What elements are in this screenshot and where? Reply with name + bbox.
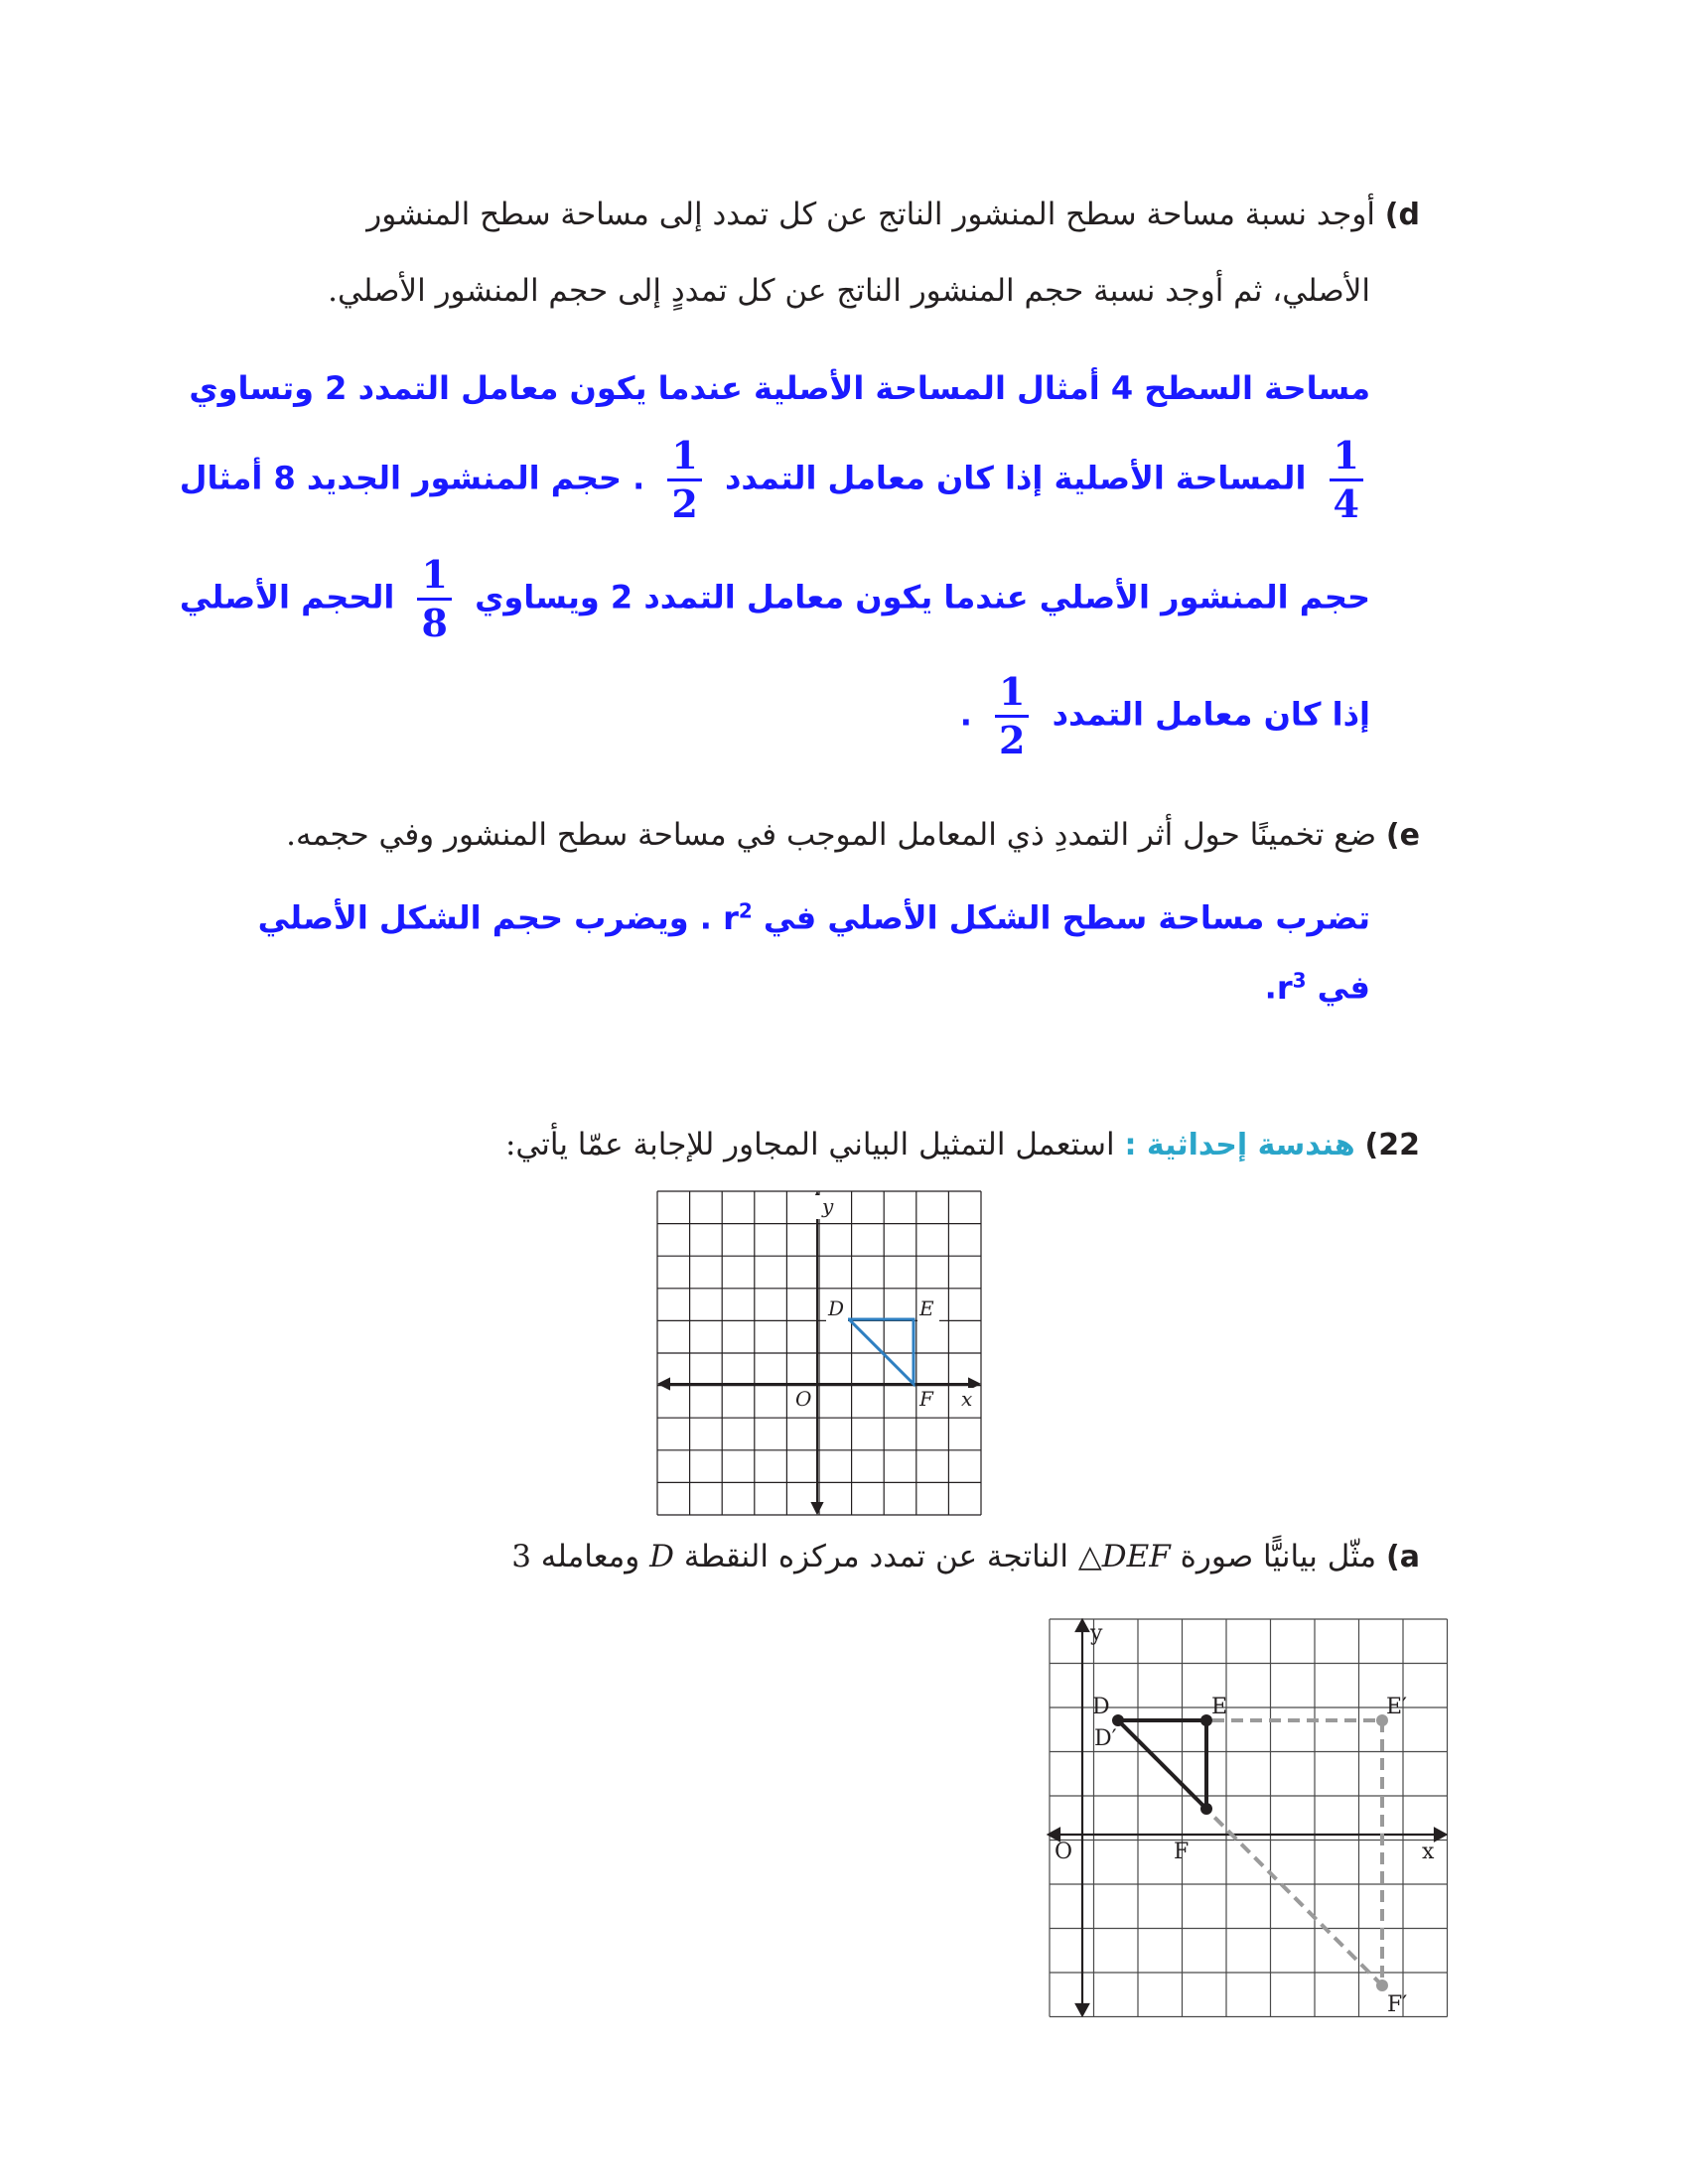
graph-2-x-arrow-right	[1435, 1829, 1446, 1841]
graph-2-grid	[1050, 1619, 1448, 2017]
graph-2-e-prime-label: E′	[1386, 1695, 1408, 1719]
fraction-one-quarter: $\frac{1}{4}$	[1330, 437, 1363, 523]
graph-2-d-prime-label: D′	[1094, 1726, 1117, 1751]
graph-2-axes	[1049, 1620, 1446, 2015]
graph-2-f-label: F	[1174, 1840, 1190, 1864]
graph-2-y-label: y	[1090, 1621, 1103, 1646]
problem-22-header	[505, 1127, 1420, 1162]
graph-1	[655, 1189, 983, 1517]
graph-1-f-label: F	[919, 1387, 933, 1411]
problem-22-title: هندسة إحداثية :	[1124, 1128, 1355, 1162]
part-d-answer-line2: $\frac{1}{4}$ المساحة الأصلية إذا كان معامل التمدد $\frac{1}{2}$ . حجم المنشور الجديد 8 أمثال	[180, 437, 1375, 523]
graph-2-x-label: x	[1422, 1840, 1435, 1864]
graph-1-y-label: y	[822, 1194, 834, 1218]
part-d-answer-line1: مساحة السطح 4 أمثال المساحة الأصلية عندما يكون معامل التمدد 2 وتساوي	[189, 369, 1370, 407]
part-e-letter: e)	[1385, 818, 1420, 853]
graph-1-d-label: D	[828, 1297, 845, 1320]
part-d-letter: d)	[1384, 198, 1420, 232]
part-d-answer-line4: إذا كان معامل التمدد $\frac{1}{2}$ .	[959, 669, 1370, 762]
point-d	[1112, 1714, 1124, 1726]
graph-2-origin-label: O	[1055, 1840, 1073, 1864]
graph-1-grid	[657, 1191, 981, 1515]
part-e-question	[286, 817, 1420, 853]
point-f-prime	[1376, 1979, 1388, 1991]
part-d-line2: الأصلي، ثم أوجد نسبة حجم المنشور الناتج عن كل تمددٍ إلى حجم المنشور الأصلي.	[328, 273, 1370, 309]
graph-2-f-prime-label: F′	[1387, 1992, 1408, 2017]
part-d-answer-line3: حجم المنشور الأصلي عندما يكون معامل التمدد 2 ويساوي $\frac{1}{8}$ الحجم الأصلي	[179, 552, 1370, 645]
graph-2	[1045, 1614, 1452, 2021]
part-d-question	[366, 197, 1420, 232]
graph-1-origin-label: O	[795, 1387, 812, 1411]
fraction-one-half-2: $\frac{1}{2}$	[995, 673, 1029, 759]
graph-1-y-arrow-down	[812, 1503, 822, 1513]
graph-1-x-arrow-left	[659, 1379, 669, 1389]
part-d-line1: أوجد نسبة مساحة سطح المنشور الناتج عن كل تمدد إلى مساحة سطح المنشور	[366, 197, 1375, 232]
triangle-def-notation: △DEF	[1077, 1539, 1171, 1574]
part-a-question: a) مثّل بيانيًّا صورة △DEF الناتجة عن تمدد مركزه النقطة D ومعامله 3	[511, 1539, 1420, 1574]
problem-22-prompt: استعمل التمثيل البياني المجاور للإجابة عمّا يأتي:	[504, 1127, 1115, 1162]
fraction-one-eighth: $\frac{1}{8}$	[417, 556, 451, 642]
graph-1-x-label: x	[961, 1387, 973, 1411]
part-e-text: ضع تخمينًا حول أثر التمددِ ذي المعامل الموجب في مساحة سطح المنشور وفي حجمه.	[286, 817, 1377, 853]
point-f	[1200, 1803, 1212, 1815]
graph-2-e-label: E	[1211, 1695, 1228, 1719]
part-e-answer-line2: في $r^3$.	[1264, 968, 1370, 1007]
fraction-one-half: $\frac{1}{2}$	[667, 437, 701, 523]
center-d-notation: D	[649, 1539, 674, 1574]
graph-2-d-label: D	[1092, 1695, 1110, 1719]
part-a-letter: a)	[1386, 1540, 1420, 1574]
triangle-def	[849, 1319, 914, 1384]
graph-2-y-arrow-up	[1076, 1620, 1088, 1631]
graph-1-e-label: E	[919, 1297, 934, 1320]
part-e-answer-line1: تضرب مساحة سطح الشكل الأصلي في $r^2$ . ويضرب حجم الشكل الأصلي	[257, 898, 1370, 937]
problem-22-number: 22)	[1364, 1128, 1420, 1162]
graph-2-y-arrow-down	[1076, 2004, 1088, 2015]
